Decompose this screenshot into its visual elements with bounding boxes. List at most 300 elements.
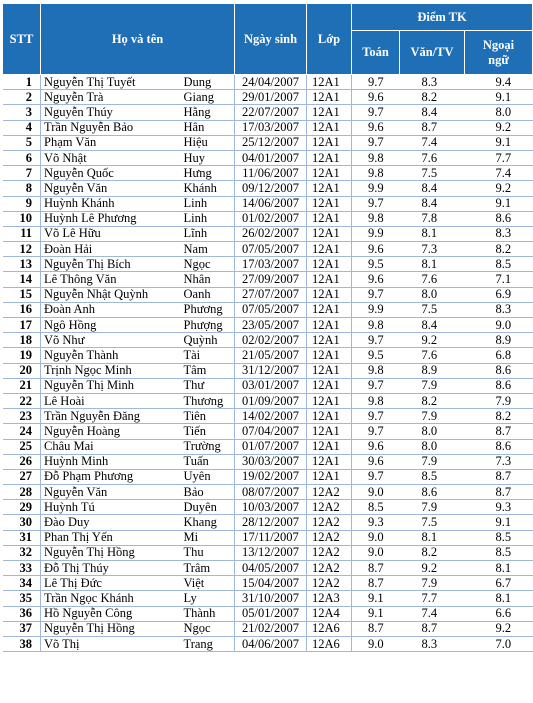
- cell-class: 12A1: [307, 348, 352, 363]
- cell-surname: Phan Thị Yến: [41, 530, 182, 545]
- table-row: [3, 576, 533, 591]
- cell-stt: 37: [3, 621, 41, 636]
- table-row: [3, 302, 533, 317]
- cell-dob: 03/01/2007: [235, 378, 307, 393]
- cell-math: 9.6: [352, 454, 400, 469]
- cell-literature: 8.9: [400, 363, 465, 378]
- cell-math: 9.7: [352, 196, 400, 211]
- cell-math: 9.0: [352, 545, 400, 560]
- cell-dob: 22/07/2007: [235, 105, 307, 120]
- cell-stt: 16: [3, 302, 41, 317]
- cell-stt: 10: [3, 211, 41, 226]
- table-row: [3, 90, 533, 105]
- cell-math: 9.6: [352, 439, 400, 454]
- header-stt: STT: [3, 4, 41, 75]
- cell-surname: Võ Thị: [41, 636, 182, 651]
- cell-class: 12A1: [307, 409, 352, 424]
- cell-literature: 8.0: [400, 287, 465, 302]
- cell-surname: Trần Nguyễn Đăng: [41, 409, 182, 424]
- table-row: [3, 591, 533, 606]
- cell-dob: 13/12/2007: [235, 545, 307, 560]
- cell-stt: 36: [3, 606, 41, 621]
- cell-class: 12A1: [307, 469, 352, 484]
- cell-dob: 14/06/2007: [235, 196, 307, 211]
- cell-literature: 8.2: [400, 545, 465, 560]
- cell-class: 12A1: [307, 196, 352, 211]
- cell-stt: 11: [3, 226, 41, 241]
- cell-surname: Võ Như: [41, 333, 182, 348]
- cell-foreign-language: 7.4: [465, 166, 533, 181]
- cell-stt: 26: [3, 454, 41, 469]
- cell-surname: Châu Mai: [41, 439, 182, 454]
- cell-surname: Nguyễn Hoàng: [41, 424, 182, 439]
- cell-given-name: Khánh: [182, 181, 235, 196]
- table-row: [3, 348, 533, 363]
- cell-stt: 29: [3, 500, 41, 515]
- cell-stt: 6: [3, 150, 41, 165]
- cell-literature: 8.1: [400, 530, 465, 545]
- cell-given-name: Trâm: [182, 561, 235, 576]
- cell-math: 9.8: [352, 363, 400, 378]
- cell-stt: 17: [3, 318, 41, 333]
- table-row: [3, 409, 533, 424]
- cell-math: 9.7: [352, 469, 400, 484]
- cell-math: 9.7: [352, 378, 400, 393]
- cell-class: 12A4: [307, 606, 352, 621]
- cell-given-name: Việt: [182, 576, 235, 591]
- header-name: Họ và tên: [41, 4, 235, 75]
- cell-dob: 05/01/2007: [235, 606, 307, 621]
- cell-given-name: Quỳnh: [182, 333, 235, 348]
- table-row: [3, 242, 533, 257]
- cell-foreign-language: 8.7: [465, 424, 533, 439]
- cell-stt: 23: [3, 409, 41, 424]
- cell-math: 9.7: [352, 135, 400, 150]
- cell-surname: Ngô Hồng: [41, 318, 182, 333]
- cell-dob: 04/05/2007: [235, 561, 307, 576]
- cell-given-name: Ly: [182, 591, 235, 606]
- table-row: [3, 120, 533, 135]
- table-row: [3, 621, 533, 636]
- cell-class: 12A1: [307, 226, 352, 241]
- cell-math: 9.5: [352, 257, 400, 272]
- cell-class: 12A3: [307, 591, 352, 606]
- cell-foreign-language: 8.3: [465, 302, 533, 317]
- student-score-table: [2, 3, 533, 652]
- cell-class: 12A2: [307, 561, 352, 576]
- cell-foreign-language: 8.9: [465, 333, 533, 348]
- cell-foreign-language: 8.6: [465, 439, 533, 454]
- cell-math: 9.9: [352, 226, 400, 241]
- cell-foreign-language: 8.7: [465, 485, 533, 500]
- cell-math: 9.3: [352, 515, 400, 530]
- table-row: [3, 439, 533, 454]
- cell-literature: 9.2: [400, 333, 465, 348]
- table-row: [3, 545, 533, 560]
- cell-literature: 8.0: [400, 424, 465, 439]
- cell-math: 9.7: [352, 287, 400, 302]
- cell-stt: 25: [3, 439, 41, 454]
- cell-foreign-language: 8.1: [465, 591, 533, 606]
- cell-given-name: Linh: [182, 196, 235, 211]
- cell-stt: 3: [3, 105, 41, 120]
- table-row: [3, 135, 533, 150]
- cell-foreign-language: 9.2: [465, 181, 533, 196]
- cell-dob: 26/02/2007: [235, 226, 307, 241]
- cell-given-name: Thương: [182, 393, 235, 408]
- cell-surname: Phạm Văn: [41, 135, 182, 150]
- cell-stt: 7: [3, 166, 41, 181]
- cell-dob: 29/01/2007: [235, 90, 307, 105]
- cell-literature: 7.4: [400, 606, 465, 621]
- cell-foreign-language: 9.1: [465, 196, 533, 211]
- cell-given-name: Tài: [182, 348, 235, 363]
- cell-class: 12A2: [307, 545, 352, 560]
- cell-stt: 22: [3, 393, 41, 408]
- cell-class: 12A2: [307, 515, 352, 530]
- cell-math: 9.0: [352, 636, 400, 651]
- cell-foreign-language: 9.1: [465, 515, 533, 530]
- cell-dob: 01/07/2007: [235, 439, 307, 454]
- cell-given-name: Oanh: [182, 287, 235, 302]
- table-row: [3, 363, 533, 378]
- cell-literature: 8.6: [400, 485, 465, 500]
- cell-foreign-language: 8.5: [465, 257, 533, 272]
- cell-class: 12A1: [307, 363, 352, 378]
- cell-foreign-language: 8.6: [465, 211, 533, 226]
- cell-dob: 01/09/2007: [235, 393, 307, 408]
- cell-stt: 27: [3, 469, 41, 484]
- cell-math: 9.8: [352, 150, 400, 165]
- cell-stt: 14: [3, 272, 41, 287]
- cell-given-name: Hằng: [182, 105, 235, 120]
- cell-stt: 8: [3, 181, 41, 196]
- cell-given-name: Dung: [182, 75, 235, 90]
- table-row: [3, 150, 533, 165]
- cell-class: 12A1: [307, 318, 352, 333]
- cell-dob: 07/05/2007: [235, 242, 307, 257]
- cell-surname: Nguyễn Nhật Quỳnh: [41, 287, 182, 302]
- cell-class: 12A2: [307, 485, 352, 500]
- table-row: [3, 166, 533, 181]
- cell-stt: 21: [3, 378, 41, 393]
- cell-foreign-language: 9.1: [465, 90, 533, 105]
- cell-dob: 10/03/2007: [235, 500, 307, 515]
- cell-surname: Lê Hoài: [41, 393, 182, 408]
- cell-given-name: Duyên: [182, 500, 235, 515]
- cell-literature: 7.9: [400, 500, 465, 515]
- table-row: [3, 287, 533, 302]
- cell-given-name: Tiến: [182, 424, 235, 439]
- cell-literature: 7.6: [400, 150, 465, 165]
- cell-class: 12A1: [307, 120, 352, 135]
- cell-given-name: Hiệu: [182, 135, 235, 150]
- cell-class: 12A2: [307, 576, 352, 591]
- table-body: [3, 75, 533, 652]
- cell-class: 12A1: [307, 302, 352, 317]
- cell-stt: 28: [3, 485, 41, 500]
- cell-given-name: Khang: [182, 515, 235, 530]
- cell-dob: 04/01/2007: [235, 150, 307, 165]
- cell-dob: 14/02/2007: [235, 409, 307, 424]
- cell-foreign-language: 8.2: [465, 242, 533, 257]
- cell-dob: 19/02/2007: [235, 469, 307, 484]
- cell-math: 9.8: [352, 393, 400, 408]
- cell-math: 9.7: [352, 105, 400, 120]
- cell-surname: Đào Duy: [41, 515, 182, 530]
- table-row: [3, 485, 533, 500]
- cell-class: 12A1: [307, 135, 352, 150]
- cell-surname: Võ Nhật: [41, 150, 182, 165]
- cell-class: 12A6: [307, 636, 352, 651]
- cell-surname: Nguyễn Quốc: [41, 166, 182, 181]
- cell-foreign-language: 7.1: [465, 272, 533, 287]
- cell-foreign-language: 9.4: [465, 75, 533, 90]
- cell-class: 12A1: [307, 378, 352, 393]
- cell-literature: 8.2: [400, 393, 465, 408]
- cell-surname: Đỗ Phạm Phương: [41, 469, 182, 484]
- cell-surname: Nguyễn Văn: [41, 181, 182, 196]
- cell-class: 12A1: [307, 211, 352, 226]
- cell-math: 9.0: [352, 530, 400, 545]
- table-row: [3, 318, 533, 333]
- cell-class: 12A1: [307, 424, 352, 439]
- cell-surname: Nguyễn Văn: [41, 485, 182, 500]
- cell-given-name: Huy: [182, 150, 235, 165]
- cell-stt: 12: [3, 242, 41, 257]
- cell-given-name: Phượng: [182, 318, 235, 333]
- table-row: [3, 530, 533, 545]
- cell-given-name: Phương: [182, 302, 235, 317]
- cell-class: 12A6: [307, 621, 352, 636]
- cell-math: 9.0: [352, 485, 400, 500]
- cell-stt: 20: [3, 363, 41, 378]
- cell-literature: 8.1: [400, 226, 465, 241]
- cell-foreign-language: 6.6: [465, 606, 533, 621]
- cell-class: 12A1: [307, 257, 352, 272]
- cell-literature: 8.4: [400, 181, 465, 196]
- cell-stt: 15: [3, 287, 41, 302]
- cell-given-name: Hân: [182, 120, 235, 135]
- table-row: [3, 424, 533, 439]
- cell-dob: 11/06/2007: [235, 166, 307, 181]
- table-row: [3, 454, 533, 469]
- header-dob: Ngày sinh: [235, 4, 307, 75]
- cell-foreign-language: 9.2: [465, 621, 533, 636]
- cell-given-name: Bảo: [182, 485, 235, 500]
- cell-foreign-language: 8.6: [465, 378, 533, 393]
- table-row: [3, 606, 533, 621]
- cell-stt: 9: [3, 196, 41, 211]
- cell-math: 8.7: [352, 576, 400, 591]
- table-row: [3, 75, 533, 90]
- cell-dob: 31/10/2007: [235, 591, 307, 606]
- cell-stt: 2: [3, 90, 41, 105]
- cell-given-name: Thư: [182, 378, 235, 393]
- cell-given-name: Ngọc: [182, 621, 235, 636]
- cell-surname: Huỳnh Lê Phương: [41, 211, 182, 226]
- header-class: Lớp: [307, 4, 352, 75]
- table-row: [3, 196, 533, 211]
- header-foreign-language-label: Ngoại ngữ: [482, 37, 515, 67]
- table-row: [3, 469, 533, 484]
- table-row: [3, 561, 533, 576]
- cell-stt: 33: [3, 561, 41, 576]
- cell-dob: 28/12/2007: [235, 515, 307, 530]
- cell-surname: Trịnh Ngọc Minh: [41, 363, 182, 378]
- cell-foreign-language: 8.5: [465, 530, 533, 545]
- cell-foreign-language: 9.1: [465, 135, 533, 150]
- cell-class: 12A1: [307, 166, 352, 181]
- cell-math: 9.6: [352, 272, 400, 287]
- cell-given-name: Tiên: [182, 409, 235, 424]
- cell-math: 9.7: [352, 424, 400, 439]
- cell-foreign-language: 8.2: [465, 409, 533, 424]
- cell-math: 9.7: [352, 333, 400, 348]
- cell-given-name: Lĩnh: [182, 226, 235, 241]
- cell-literature: 7.9: [400, 378, 465, 393]
- cell-surname: Nguyễn Thị Tuyết: [41, 75, 182, 90]
- cell-stt: 1: [3, 75, 41, 90]
- cell-class: 12A1: [307, 272, 352, 287]
- cell-foreign-language: 8.7: [465, 469, 533, 484]
- cell-stt: 38: [3, 636, 41, 651]
- cell-literature: 8.4: [400, 196, 465, 211]
- cell-stt: 34: [3, 576, 41, 591]
- cell-surname: Huỳnh Tú: [41, 500, 182, 515]
- cell-foreign-language: 7.3: [465, 454, 533, 469]
- cell-foreign-language: 8.6: [465, 363, 533, 378]
- cell-dob: 04/06/2007: [235, 636, 307, 651]
- table-row: [3, 105, 533, 120]
- cell-stt: 35: [3, 591, 41, 606]
- cell-math: 9.5: [352, 348, 400, 363]
- cell-surname: Đoàn Anh: [41, 302, 182, 317]
- cell-surname: Trần Ngọc Khánh: [41, 591, 182, 606]
- cell-foreign-language: 9.2: [465, 120, 533, 135]
- cell-stt: 24: [3, 424, 41, 439]
- table-row: [3, 333, 533, 348]
- cell-surname: Nguyễn Thị Hồng: [41, 621, 182, 636]
- cell-class: 12A1: [307, 454, 352, 469]
- table-row: [3, 378, 533, 393]
- cell-stt: 5: [3, 135, 41, 150]
- cell-math: 9.7: [352, 409, 400, 424]
- cell-literature: 8.4: [400, 105, 465, 120]
- cell-literature: 8.5: [400, 469, 465, 484]
- cell-literature: 8.4: [400, 318, 465, 333]
- cell-literature: 7.5: [400, 515, 465, 530]
- cell-math: 9.9: [352, 181, 400, 196]
- cell-surname: Nguyễn Thị Hồng: [41, 545, 182, 560]
- cell-class: 12A1: [307, 242, 352, 257]
- cell-math: 8.7: [352, 621, 400, 636]
- cell-dob: 30/03/2007: [235, 454, 307, 469]
- cell-literature: 8.7: [400, 120, 465, 135]
- cell-surname: Võ Lê Hữu: [41, 226, 182, 241]
- header-scores-group: Điểm TK: [352, 4, 533, 31]
- cell-given-name: Linh: [182, 211, 235, 226]
- cell-literature: 7.9: [400, 454, 465, 469]
- cell-class: 12A1: [307, 333, 352, 348]
- cell-literature: 8.0: [400, 439, 465, 454]
- cell-surname: Huỳnh Khánh: [41, 196, 182, 211]
- cell-stt: 13: [3, 257, 41, 272]
- cell-dob: 17/03/2007: [235, 120, 307, 135]
- table-row: [3, 500, 533, 515]
- cell-math: 9.1: [352, 606, 400, 621]
- cell-foreign-language: 8.1: [465, 561, 533, 576]
- cell-dob: 08/07/2007: [235, 485, 307, 500]
- table-row: [3, 636, 533, 651]
- table-row: [3, 393, 533, 408]
- cell-literature: 8.1: [400, 257, 465, 272]
- cell-class: 12A1: [307, 150, 352, 165]
- cell-stt: 18: [3, 333, 41, 348]
- cell-foreign-language: 7.9: [465, 393, 533, 408]
- cell-stt: 19: [3, 348, 41, 363]
- cell-stt: 32: [3, 545, 41, 560]
- cell-class: 12A1: [307, 393, 352, 408]
- cell-foreign-language: 9.3: [465, 500, 533, 515]
- cell-dob: 01/02/2007: [235, 211, 307, 226]
- cell-class: 12A2: [307, 530, 352, 545]
- cell-math: 9.7: [352, 75, 400, 90]
- cell-given-name: Hưng: [182, 166, 235, 181]
- cell-given-name: Trang: [182, 636, 235, 651]
- cell-foreign-language: 9.0: [465, 318, 533, 333]
- cell-class: 12A1: [307, 90, 352, 105]
- cell-dob: 15/04/2007: [235, 576, 307, 591]
- cell-class: 12A1: [307, 287, 352, 302]
- cell-dob: 21/02/2007: [235, 621, 307, 636]
- cell-foreign-language: 8.5: [465, 545, 533, 560]
- cell-literature: 7.8: [400, 211, 465, 226]
- cell-surname: Huỳnh Minh: [41, 454, 182, 469]
- cell-foreign-language: 6.7: [465, 576, 533, 591]
- cell-math: 9.6: [352, 120, 400, 135]
- table-row: [3, 257, 533, 272]
- table-row: [3, 211, 533, 226]
- cell-dob: 07/04/2007: [235, 424, 307, 439]
- cell-math: 9.8: [352, 318, 400, 333]
- cell-literature: 8.7: [400, 621, 465, 636]
- cell-math: 9.6: [352, 242, 400, 257]
- cell-surname: Hồ Nguyễn Công: [41, 606, 182, 621]
- cell-stt: 31: [3, 530, 41, 545]
- cell-surname: Đoàn Hải: [41, 242, 182, 257]
- cell-dob: 25/12/2007: [235, 135, 307, 150]
- cell-literature: 7.5: [400, 302, 465, 317]
- cell-literature: 7.3: [400, 242, 465, 257]
- cell-dob: 07/05/2007: [235, 302, 307, 317]
- cell-surname: Nguyễn Trà: [41, 90, 182, 105]
- cell-given-name: Nhân: [182, 272, 235, 287]
- cell-given-name: Tuấn: [182, 454, 235, 469]
- cell-foreign-language: 7.7: [465, 150, 533, 165]
- cell-dob: 27/07/2007: [235, 287, 307, 302]
- cell-surname: Đỗ Thị Thúy: [41, 561, 182, 576]
- cell-given-name: Ngọc: [182, 257, 235, 272]
- cell-foreign-language: 6.8: [465, 348, 533, 363]
- table-row: [3, 226, 533, 241]
- cell-foreign-language: 6.9: [465, 287, 533, 302]
- cell-given-name: Trường: [182, 439, 235, 454]
- cell-class: 12A2: [307, 500, 352, 515]
- cell-foreign-language: 8.0: [465, 105, 533, 120]
- table-header: [3, 4, 533, 75]
- cell-surname: Nguyễn Thúy: [41, 105, 182, 120]
